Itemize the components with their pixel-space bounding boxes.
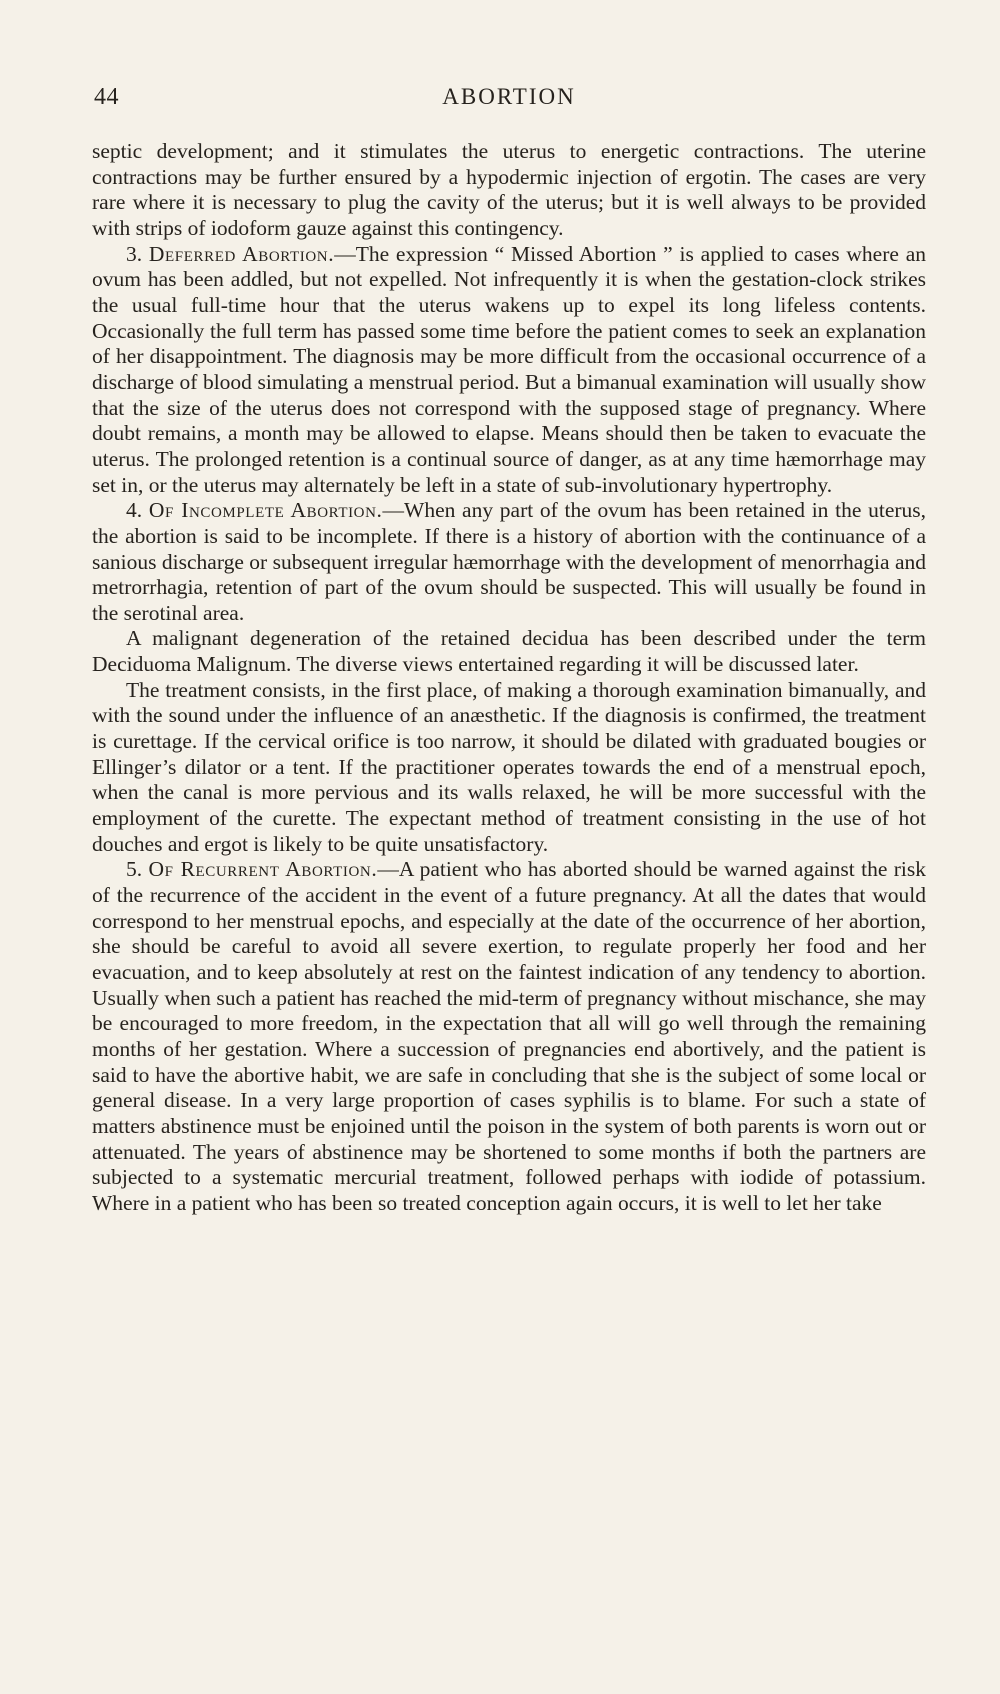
paragraph-text: The treatment consists, in the first place, of making a thorough examination bimanually, and with the sound under the influence of an anæsthetic. If the diagnosis is confirmed, the treatment is curettage. If the cervical orifice is too narrow, it should be dilated with graduated bougies or Ellinger’s dilator or a tent. If the practitioner operates towards the end of a menstrual epoch, when the canal is more pervious and its walls relaxed, he will be more successful with the employment of the curette. The expectant method of treatment consisting in the use of hot douches and ergot is likely to be quite unsatisfactory.: [92, 677, 926, 856]
running-head: ABORTION: [442, 84, 576, 109]
page-content: [92, 139, 926, 1217]
section-heading: Of Recurrent Abortion.: [148, 857, 378, 882]
page-header: [94, 84, 924, 118]
section-number: 4.: [126, 498, 143, 523]
paragraph-septic-development: [92, 139, 926, 242]
section-number: 3.: [126, 241, 143, 266]
paragraph-text: A malignant degeneration of the retained decidua has been described under the term Deciduoma Malignum. The diverse views entertained regarding it will be discussed later.: [92, 626, 926, 677]
paragraph-text: septic development; and it stimulates the uterus to energetic contractions. The uterine contractions may be further ensured by a hypodermic injection of ergotin. The cases are very rare where it is necessary to plug the cavity of the uterus; but it is well always to be provided with strips of iodoform gauze against this contingency.: [92, 139, 926, 240]
section-number: 5.: [126, 857, 143, 882]
paragraph-treatment: [92, 678, 926, 858]
paragraph-deferred-abortion: [92, 242, 926, 499]
section-heading: Of Incomplete Abortion.: [148, 498, 383, 523]
paragraph-recurrent-abortion: [92, 857, 926, 1216]
paragraph-text: —The expression “ Missed Abortion ” is applied to cases where an ovum has been addled, but not expelled. Not infrequently it is when the gestation-clock strikes the usual full-time hour that the uterus wakens up to expel its long lifeless contents. Occasionally the full term has passed some time before the patient comes to seek an explanation of her disappointment. The diagnosis may be more difficult from the occasional occurrence of a discharge of blood simulating a menstrual period. But a bimanual examination will usually show that the size of the uterus does not correspond with the supposed stage of pregnancy. Where doubt remains, a month may be allowed to elapse. Means should then be taken to evacuate the uterus. The prolonged retention is a continual source of danger, as at any time hæmorrhage may set in, or the uterus may alternately be left in a state of sub-involutionary hypertrophy.: [92, 241, 926, 497]
paragraph-text: —A patient who has aborted should be warned against the risk of the recurrence of the accident in the event of a future pregnancy. At all the dates that would correspond to her menstrual epochs, and especially at the date of the occurrence of her abortion, she should be careful to avoid all severe exertion, to regulate properly her food and her evacuation, and to keep absolutely at rest on the faintest indication of any tendency to abortion. Usually when such a patient has reached the mid-term of pregnancy without mischance, she may be encouraged to more freedom, in the expectation that all will go well through the remaining months of her gestation. Where a succession of pregnancies end abortively, and the patient is said to have the abortive habit, we are safe in concluding that she is the subject of some local or general disease. In a very large proportion of cases syphilis is to blame. For such a state of matters abstinence must be enjoined until the poison in the system of both parents is worn out or attenuated. The years of abstinence may be shortened to some months if both the partners are subjected to a systematic mercurial treatment, followed perhaps with iodide of potassium. Where in a patient who has been so treated conception again occurs, it is well to let her take: [92, 857, 926, 1215]
paragraph-deciduoma-malignum: [92, 626, 926, 677]
section-heading: Deferred Abortion.: [148, 241, 335, 266]
paragraph-text: —When any part of the ovum has been retained in the uterus, the abortion is said to be incomplete. If there is a history of abortion with the continuance of a sanious discharge or subsequent irregular hæmorrhage with the development of menorrhagia and metrorrhagia, retention of part of the ovum should be suspected. This will usually be found in the serotinal area.: [92, 498, 927, 625]
paragraph-incomplete-abortion: [92, 498, 926, 626]
page-number: 44: [94, 84, 119, 110]
